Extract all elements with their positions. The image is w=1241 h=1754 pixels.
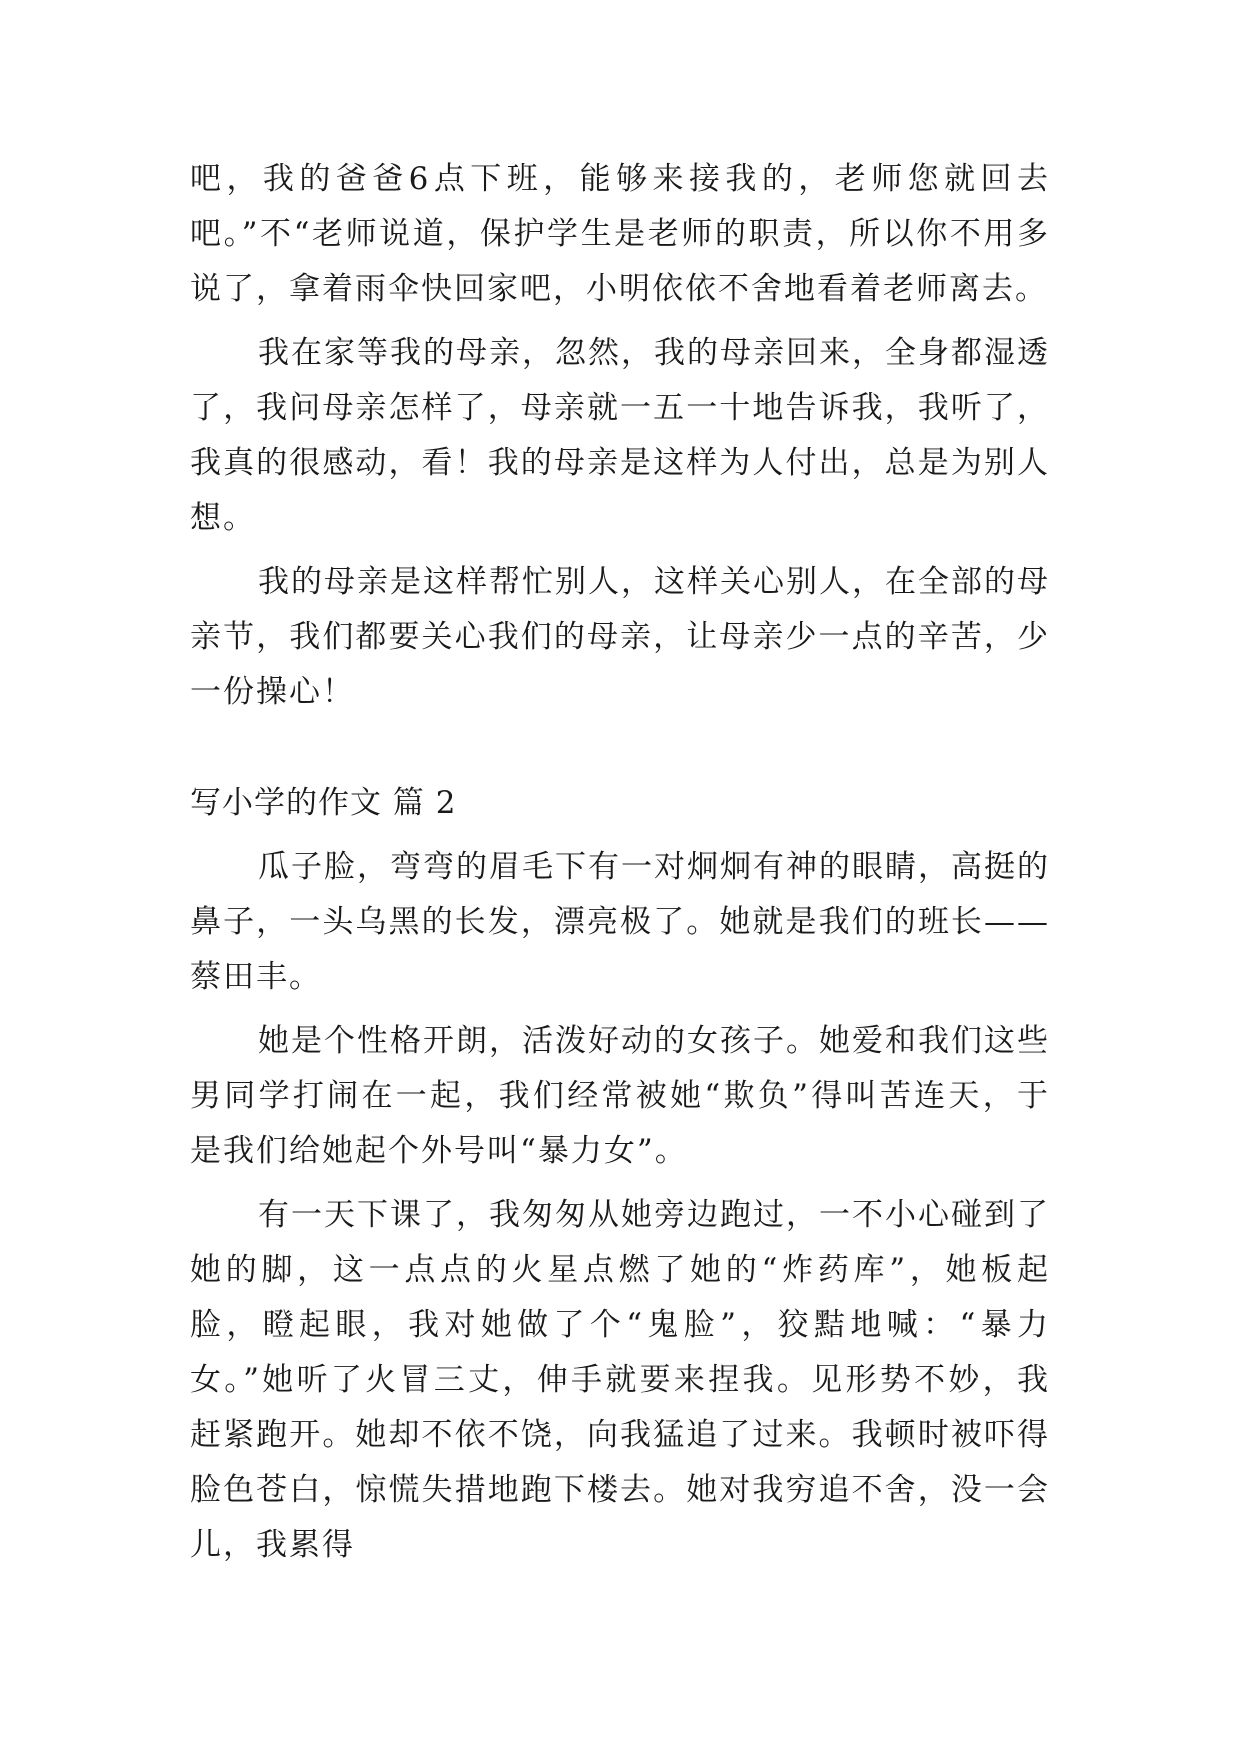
paragraph: 吧，我的爸爸6点下班，能够来接我的，老师您就回去吧。”不“老师说道，保护学生是老师的职责，所以你不用多说了，拿着雨伞快回家吧，小明依依不舍地看着老师离去。 [190,161,1050,307]
section-title: 写小学的作文 篇 2 [190,785,457,821]
paragraph: 有一天下课了，我匆匆从她旁边跑过，一不小心碰到了她的脚，这一点点的火星点燃了她的“炸药库”，她板起脸，瞪起眼，我对她做了个“鬼脸”，狡黠地喊：“暴力女。”她听了火冒三丈，伸手就要来捏我。见形势不妙，我赶紧跑开。她却不依不饶，向我猛追了过来。我顿时被吓得脸色苍白，惊慌失措地跑下楼去。她对我穷追不舍，没一会儿，我累得 [190,1197,1050,1563]
document-body [190,152,1050,1582]
paragraph: 她是个性格开朗，活泼好动的女孩子。她爱和我们这些男同学打闹在一起，我们经常被她“欺负”得叫苦连天，于是我们给她起个外号叫“暴力女”。 [190,1023,1050,1169]
paragraph: 我在家等我的母亲，忽然，我的母亲回来，全身都湿透了，我问母亲怎样了，母亲就一五一十地告诉我，我听了，我真的很感动，看！我的母亲是这样为人付出，总是为别人想。 [190,335,1050,536]
paragraph: 我的母亲是这样帮忙别人，这样关心别人，在全部的母亲节，我们都要关心我们的母亲，让母亲少一点的辛苦，少一份操心！ [190,564,1050,710]
paragraph: 瓜子脸，弯弯的眉毛下有一对炯炯有神的眼睛，高挺的鼻子，一头乌黑的长发，漂亮极了。她就是我们的班长——蔡田丰。 [190,849,1050,995]
